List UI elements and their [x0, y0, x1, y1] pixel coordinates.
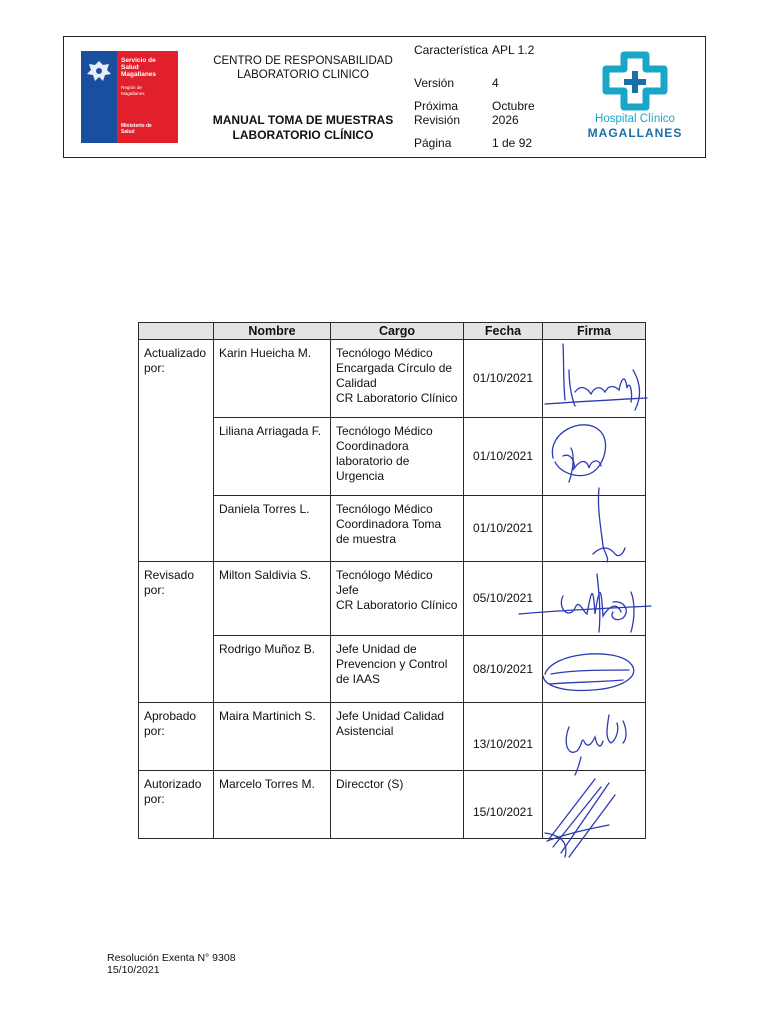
- hospital-subname: MAGALLANES: [587, 126, 683, 140]
- field-value-caracteristica: APL 1.2: [492, 43, 535, 57]
- hospital-cross-icon: [602, 51, 668, 111]
- role-label: Autorizado: [144, 777, 202, 791]
- cargo-line: Prevencion y Control: [336, 657, 448, 671]
- column-header: [139, 323, 214, 340]
- cargo-line: de muestra: [336, 532, 397, 546]
- resolution-text: Resolución Exenta N° 9308: [107, 952, 236, 964]
- cargo-cell: [331, 636, 464, 703]
- date-cell: 01/10/2021: [464, 418, 543, 496]
- column-header: Firma: [543, 323, 646, 340]
- role-cell: [139, 340, 214, 562]
- title-line: MANUAL TOMA DE MUESTRAS: [212, 112, 394, 127]
- role-label: por:: [144, 792, 165, 806]
- name-cell: Maira Martinich S.: [214, 703, 331, 771]
- cargo-line: Urgencia: [336, 469, 385, 483]
- column-header: Nombre: [214, 323, 331, 340]
- cargo-line: Jefe Unidad Calidad: [336, 709, 445, 723]
- table-header-row: [139, 323, 646, 340]
- logo-text-line: Región de: [121, 85, 142, 90]
- cargo-line: Coordinadora: [336, 439, 409, 453]
- resolution-date: 15/10/2021: [107, 964, 160, 976]
- signature-cell: [543, 771, 646, 839]
- cargo-line: Calidad: [336, 376, 377, 390]
- cargo-cell: [331, 340, 464, 418]
- center-line: CENTRO DE RESPONSABILIDAD: [213, 54, 393, 67]
- name-cell: Karin Hueicha M.: [214, 340, 331, 418]
- date-cell: 15/10/2021: [464, 771, 543, 839]
- cargo-line: Jefe: [336, 583, 359, 597]
- value-line: Octubre: [492, 99, 535, 113]
- label-line: Próxima: [414, 99, 459, 113]
- value-line: 2026: [492, 113, 519, 127]
- cargo-cell: [331, 771, 464, 839]
- logo-text-line: Salud: [121, 64, 139, 72]
- column-header: Fecha: [464, 323, 543, 340]
- table-row: [139, 636, 646, 703]
- coat-of-arms-icon: [85, 59, 113, 83]
- logo-text-line: Ministerio de: [121, 123, 152, 129]
- field-value-pagina: 1 de 92: [492, 136, 533, 150]
- logo-text-line: Servicio de: [121, 57, 156, 64]
- table-row: [139, 496, 646, 562]
- role-label: Actualizado: [144, 346, 207, 360]
- role-cell: [139, 562, 214, 703]
- name-cell: Marcelo Torres M.: [214, 771, 331, 839]
- hospital-logo: [565, 37, 705, 157]
- title-line: LABORATORIO CLÍNICO: [232, 127, 374, 142]
- cargo-line: Coordinadora Toma: [336, 517, 442, 531]
- table-row: [139, 771, 646, 839]
- table-row: [139, 340, 646, 418]
- hospital-name: Hospital Clínico: [595, 113, 675, 125]
- role-label: Aprobado: [144, 709, 197, 723]
- table-row: [139, 562, 646, 636]
- date-cell: 13/10/2021: [464, 703, 543, 771]
- role-label: por:: [144, 583, 165, 597]
- logo-text-line: Magallanes: [121, 91, 145, 96]
- header-left-logo-cell: [64, 37, 197, 157]
- logo-text-line: Magallanes: [121, 71, 157, 79]
- document-title: [197, 98, 409, 157]
- field-value-proxima-revision: [487, 98, 565, 128]
- cargo-line: Tecnólogo Médico: [336, 346, 433, 360]
- date-cell: 01/10/2021: [464, 340, 543, 418]
- cargo-line: Direcctor (S): [336, 777, 404, 791]
- signature-image: [563, 484, 663, 564]
- logo-text-line: Salud: [121, 129, 135, 135]
- cargo-line: Tecnólogo Médico: [336, 424, 433, 438]
- date-cell: 01/10/2021: [464, 496, 543, 562]
- role-label: por:: [144, 361, 165, 375]
- table-row: [139, 703, 646, 771]
- name-cell: Daniela Torres L.: [214, 496, 331, 562]
- name-cell: Liliana Arriagada F.: [214, 418, 331, 496]
- signature-image: [539, 773, 639, 863]
- cargo-line: CR Laboratorio Clínico: [336, 598, 458, 612]
- cargo-line: Asistencial: [336, 724, 394, 738]
- name-cell: Milton Saldivia S.: [214, 562, 331, 636]
- responsibility-center: [197, 37, 409, 98]
- date-cell: 05/10/2021: [464, 562, 543, 636]
- signature-image: [513, 562, 653, 642]
- role-label: por:: [144, 724, 165, 738]
- signature-cell: [543, 636, 646, 703]
- cargo-cell: [331, 418, 464, 496]
- signature-cell: [543, 340, 646, 418]
- signature-image: [533, 644, 643, 704]
- cargo-line: CR Laboratorio Clínico: [336, 391, 458, 405]
- label-line: Revisión: [414, 113, 461, 127]
- cargo-cell: [331, 562, 464, 636]
- approval-table: [138, 322, 646, 839]
- cargo-line: Tecnólogo Médico: [336, 568, 433, 582]
- signature-image: [557, 707, 647, 777]
- field-label-version: Versión: [414, 76, 455, 90]
- date-cell: 08/10/2021: [464, 636, 543, 703]
- signature-cell: [543, 703, 646, 771]
- servicio-salud-logo: [81, 51, 178, 143]
- field-label-caracteristica: Característica: [414, 43, 489, 57]
- name-cell: Rodrigo Muñoz B.: [214, 636, 331, 703]
- cargo-cell: [331, 703, 464, 771]
- column-header: Cargo: [331, 323, 464, 340]
- cargo-cell: [331, 496, 464, 562]
- role-cell: [139, 703, 214, 771]
- signature-cell: [543, 496, 646, 562]
- footer-resolution: [107, 952, 236, 976]
- field-label-pagina: Página: [414, 136, 452, 150]
- cargo-line: Jefe Unidad de: [336, 642, 417, 656]
- center-line: LABORATORIO CLINICO: [237, 68, 369, 81]
- role-cell: [139, 771, 214, 839]
- cargo-line: laboratorio de: [336, 454, 410, 468]
- cargo-line: Tecnólogo Médico: [336, 502, 433, 516]
- role-label: Revisado: [144, 568, 195, 582]
- cargo-line: Encargada Círculo de: [336, 361, 453, 375]
- signature-image: [533, 412, 643, 492]
- signature-image: [535, 340, 655, 420]
- cargo-line: de IAAS: [336, 672, 381, 686]
- signature-cell: [543, 562, 646, 636]
- field-value-version: 4: [492, 76, 499, 90]
- field-label-proxima-revision: [409, 98, 487, 128]
- document-header: [63, 36, 706, 158]
